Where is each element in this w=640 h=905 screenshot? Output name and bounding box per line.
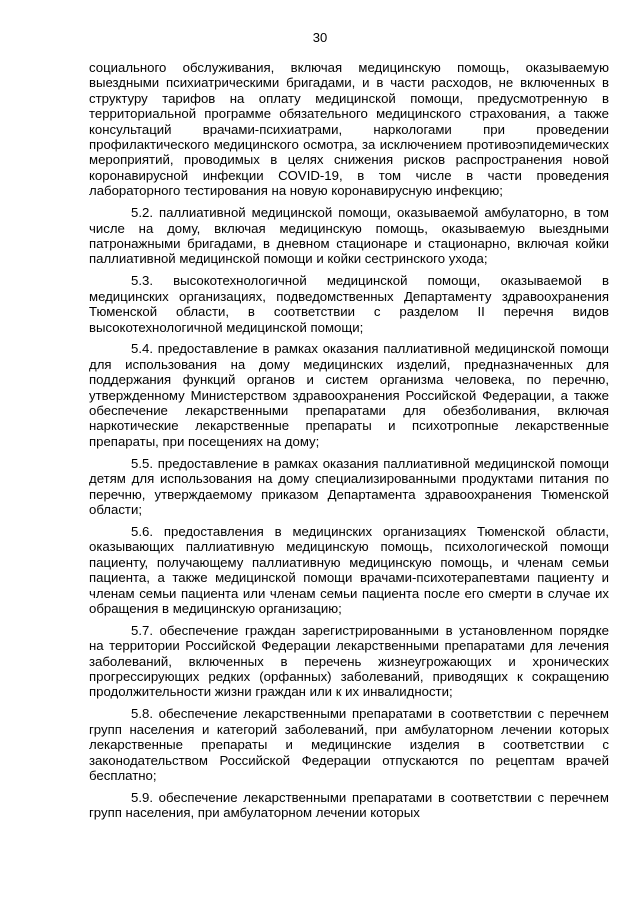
paragraph-continuation: социального обслуживания, включая медицинскую помощь, оказываемую выездными психиатрическими бригадами, и в части расходов, не включенных в структуру тарифов на оплату медицинской помощи, предусмотренную в территориальной программе обязательного медицинского страхования, а также консультаций врачами-психиатрами, наркологами при проведении профилактического медицинского осмотра, за исключением противоэпидемических мероприятий, проводимых в целях снижения рисков распространения новой коронавирусной инфекции COVID-19, в том числе в части проведения лабораторного тестирования на новую коронавирусную инфекцию;: [89, 60, 609, 199]
paragraph-5-6: 5.6. предоставления в медицинских организациях Тюменской области, оказывающих паллиативную медицинскую помощь, психологической помощи пациенту, получающему паллиативную медицинскую помощь, и членам семьи пациента, а также медицинской помощи врачами-психотерапевтами пациенту и членам семьи пациента или членам семьи пациента после его смерти в случае их обращения в медицинскую организацию;: [89, 523, 609, 616]
paragraph-5-4: 5.4. предоставление в рамках оказания паллиативной медицинской помощи для использования на дому медицинских изделий, предназначенных для поддержания функций органов и систем организма человека, по перечню, утвержденному Министерством здравоохранения Российской Федерации, а также обеспечение лекарственными препаратами для обезболивания, включая наркотические лекарственные препараты и психотропные лекарственные препараты, при посещениях на дому;: [89, 341, 609, 449]
paragraph-5-8: 5.8. обеспечение лекарственными препаратами в соответствии с перечнем групп населения и категорий заболеваний, при амбулаторном лечении которых лекарственные препараты и медицинские изделия в соответствии с законодательством Российской Федерации отпускаются по рецептам врачей бесплатно;: [89, 706, 609, 783]
document-body: [89, 60, 609, 827]
paragraph-5-3: 5.3. высокотехнологичной медицинской помощи, оказываемой в медицинских организациях, подведомственных Департаменту здравоохранения Тюменской области, в соответствии с разделом II перечня видов высокотехнологичной медицинской помощи;: [89, 273, 609, 335]
paragraph-5-7: 5.7. обеспечение граждан зарегистрированными в установленном порядке на территории Российской Федерации лекарственными препаратами для лечения заболеваний, включенных в перечень жизнеугрожающих и хронических прогрессирующих редких (орфанных) заболеваний, приводящих к сокращению продолжительности жизни граждан или к их инвалидности;: [89, 622, 609, 700]
paragraph-5-9: 5.9. обеспечение лекарственными препаратами в соответствии с перечнем групп населения, при амбулаторном лечении которых: [89, 789, 609, 821]
page-number: 30: [312, 30, 328, 45]
paragraph-5-2: 5.2. паллиативной медицинской помощи, оказываемой амбулаторно, в том числе на дому, включая медицинскую помощь, оказываемую выездными патронажными бригадами, в дневном стационаре и стационарно, включая койки паллиативной медицинской помощи и койки сестринского ухода;: [89, 205, 609, 267]
paragraph-5-5: 5.5. предоставление в рамках оказания паллиативной медицинской помощи детям для использования на дому специализированными продуктами питания по перечню, утверждаемому приказом Департамента здравоохранения Тюменской области;: [89, 455, 609, 517]
